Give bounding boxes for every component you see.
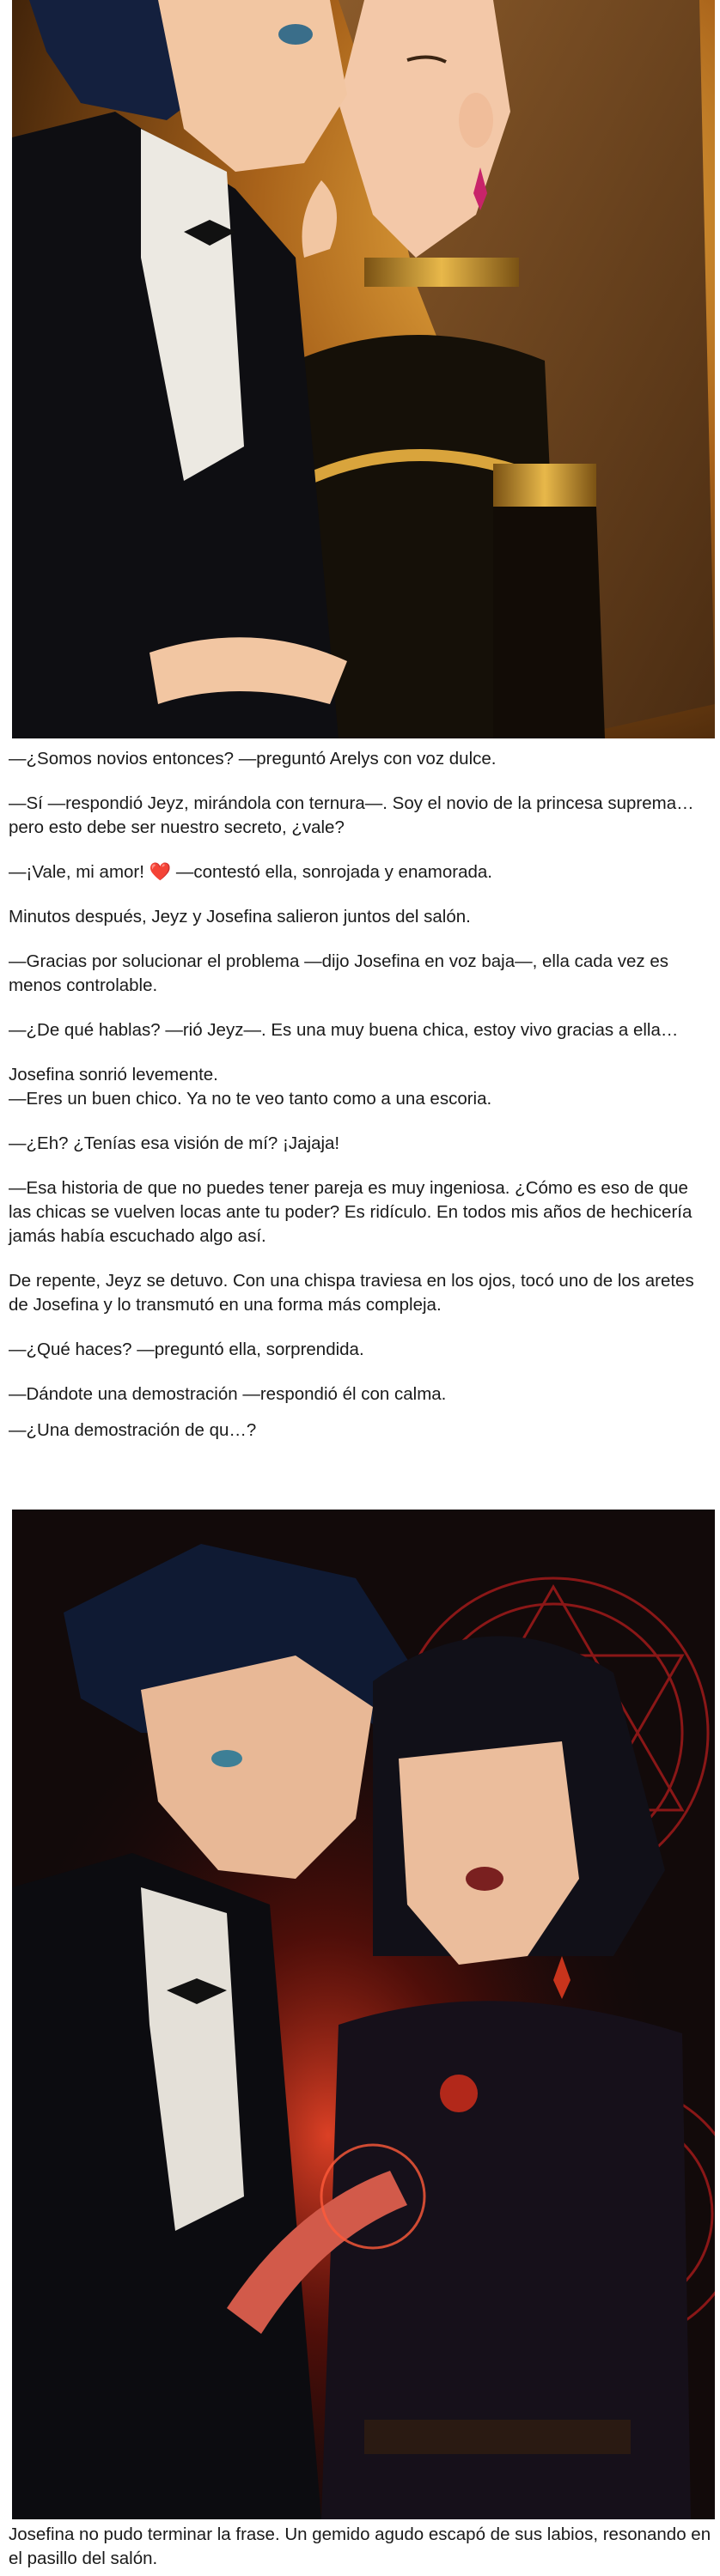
paragraph: De repente, Jeyz se detuvo. Con una chispa traviesa en los ojos, tocó uno de los aretes de Josefina y lo transmutó en una forma más compleja. [9, 1271, 694, 1315]
paragraph: Minutos después, Jeyz y Josefina salieron juntos del salón. [9, 907, 471, 927]
paragraph: —¿Eh? ¿Tenías esa visión de mí? ¡Jajaja! [9, 1133, 340, 1153]
paragraph: —¿De qué hablas? —rió Jeyz—. Es una muy buena chica, estoy vivo gracias a ella… [9, 1020, 679, 1040]
paragraph: —Dándote una demostración —respondió él con calma. [9, 1384, 447, 1404]
story-text-1 [9, 747, 713, 1443]
paragraph-text: —contestó ella, sonrojada y enamorada. [171, 862, 492, 882]
paragraph: Josefina sonrió levemente. [9, 1065, 218, 1084]
kiss-illustration [12, 0, 715, 738]
paragraph: —¿Qué haces? —preguntó ella, sorprendida. [9, 1340, 364, 1359]
kiss-illustration-art [12, 0, 715, 738]
paragraph: Josefina no pudo terminar la frase. Un gemido agudo escapó de sus labios, resonando en el pasillo del salón. [9, 2524, 711, 2568]
paragraph: —Eres un buen chico. Ya no te veo tanto como a una escoria. [9, 1089, 492, 1109]
paragraph-text: —¡Vale, mi amor! [9, 862, 149, 882]
magic-illustration [12, 1510, 715, 2519]
paragraph [9, 860, 713, 884]
paragraph: —Gracias por solucionar el problema —dijo Josefina en voz baja—, ella cada vez es menos controlable. [9, 951, 668, 995]
paragraph: —¿Una demostración de qu…? [9, 1420, 257, 1440]
paragraph: —Esa historia de que no puedes tener pareja es muy ingeniosa. ¿Cómo es eso de que las chicas se vuelven locas ante tu poder? Es ridículo. En todos mis años de hechicería jamás había escuchado algo así. [9, 1178, 693, 1246]
story-text-2 [9, 2523, 713, 2571]
paragraph: —¿Somos novios entonces? —preguntó Arelys con voz dulce. [9, 749, 497, 769]
magic-illustration-art [12, 1510, 715, 2519]
paragraph: —Sí —respondió Jeyz, mirándola con ternura—. Soy el novio de la princesa suprema… pero esto debe ser nuestro secreto, ¿vale? [9, 793, 694, 837]
heart-icon: ❤️ [149, 862, 172, 882]
